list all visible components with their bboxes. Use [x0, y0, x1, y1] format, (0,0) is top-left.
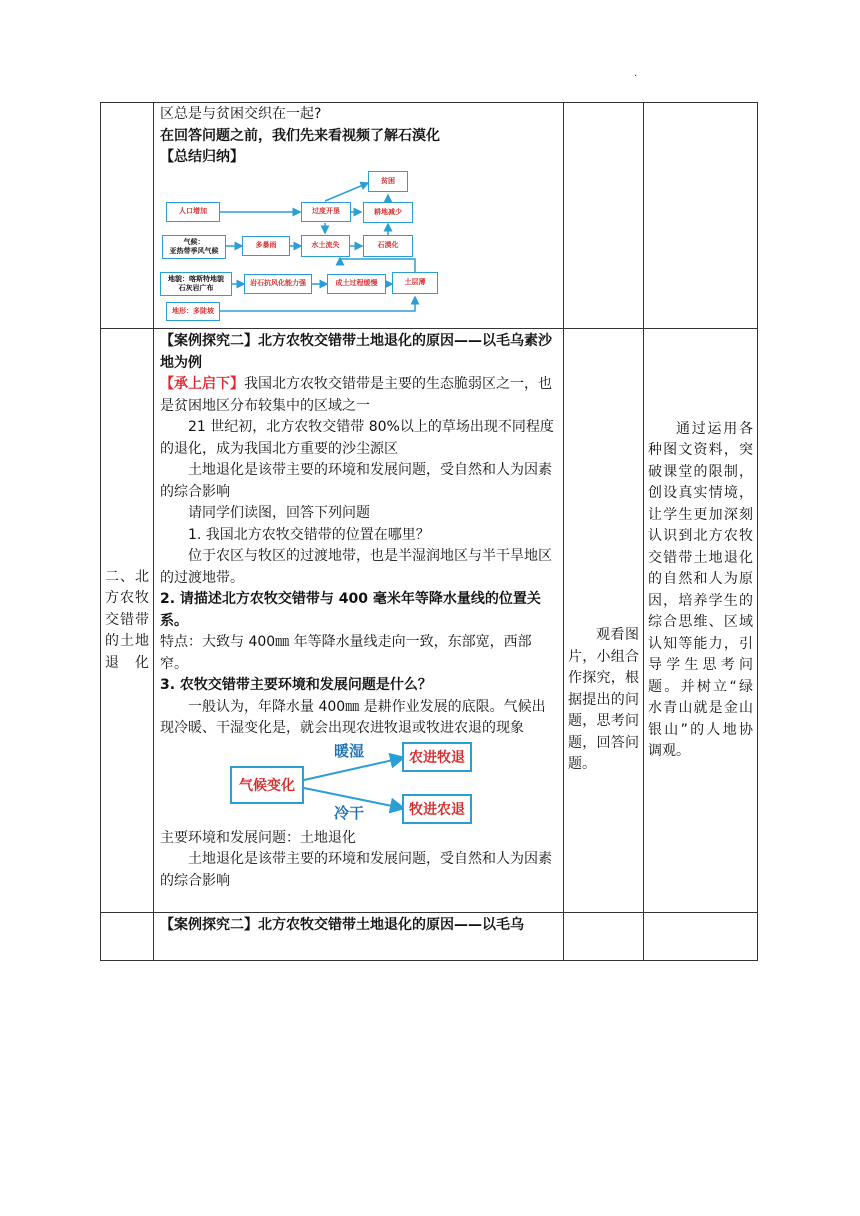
text-line: 区总是与贫困交织在一起?	[160, 106, 322, 122]
paragraph: 请同学们读图，回答下列问题	[188, 505, 370, 521]
transition-tag: 【承上启下】	[160, 376, 244, 392]
paragraph: 土地退化是该带主要的环境和发展问题，受自然和人为因素的综合影响	[160, 462, 552, 500]
farming-advance-box: 农进牧退	[402, 742, 472, 772]
rocky-desertification-flowchart	[160, 171, 560, 327]
answer-1: 位于农区与牧区的过渡地带，也是半湿润地区与半干旱地区的过渡地带。	[160, 548, 552, 586]
case-title: 【案例探究二】北方农牧交错带土地退化的原因——以毛乌素沙地为例	[160, 333, 552, 371]
text-line: 在回答问题之前，我们先来看视频了解石漠化	[160, 127, 440, 144]
node-soil-slow: 成土过程缓慢	[327, 274, 386, 294]
node-rocky-desert: 石漠化	[363, 235, 413, 257]
design-intent: 通过运用各种图文资料，突破课堂的限制，创设真实情境，让学生更加深刻认识到北方农牧交错带土地退化的自然和人为原因，培养学生的综合思维、区域认知等能力，引导学生思考问题。并树立“绿水青山就是金山银山”的人地协调观。	[648, 420, 753, 759]
section-label: 二、北方农牧交错带的土地退化	[105, 568, 149, 671]
question-2: 2. 请描述北方农牧交错带与 400 毫米年等降水量线的位置关系。	[160, 591, 541, 629]
cold-dry-label: 冷干	[334, 803, 365, 822]
answer-2: 特点：大致与 400㎜ 年等降水量线走向一致，东部宽，西部窄。	[160, 634, 532, 672]
warm-wet-label: 暖湿	[334, 741, 365, 760]
content-cell	[154, 103, 564, 329]
activity-cell	[564, 913, 644, 961]
table-row	[101, 103, 758, 329]
case-title: 【案例探究二】北方农牧交错带土地退化的原因——以毛乌	[160, 917, 524, 933]
intent-cell	[644, 103, 758, 329]
node-overcultivation: 过度开垦	[301, 202, 351, 222]
page-mark: .	[634, 68, 638, 79]
content-cell	[154, 329, 564, 913]
paragraph: 21 世纪初，北方农牧交错带 80%以上的草场出现不同程度的退化，成为我国北方重要的沙尘源区	[160, 419, 554, 457]
table-row	[101, 913, 758, 961]
intent-cell	[644, 913, 758, 961]
activity-cell	[564, 103, 644, 329]
student-activity: 观看图片，小组合作探究，根据提出的问题，思考问题，回答问题。	[568, 627, 639, 773]
transition-text: 我国北方农牧交错带是主要的生态脆弱区之一，也是贫困地区分布较集中的区域之一	[160, 376, 552, 414]
answer-3: 一般认为，年降水量 400㎜ 是耕作业发展的底限。气候出现冷暖、干湿变化是，就会出现农进牧退或牧进农退的现象	[160, 698, 546, 736]
node-land-decrease: 耕地减少	[363, 202, 413, 223]
paragraph: 土地退化是该带主要的环境和发展问题，受自然和人为因素的综合影响	[160, 851, 552, 889]
climate-source-box: 气候变化	[230, 766, 304, 804]
question-3: 3. 农牧交错带主要环境和发展问题是什么？	[160, 677, 432, 693]
section-cell	[101, 329, 154, 913]
node-rainstorm: 多暴雨	[242, 236, 290, 256]
activity-cell	[564, 329, 644, 913]
summary-heading: 【总结归纳】	[160, 149, 244, 165]
question-1: 1. 我国北方农牧交错带的位置在哪里？	[188, 526, 430, 543]
section-cell	[101, 103, 154, 329]
node-poverty: 贫困	[368, 171, 408, 192]
table-row	[101, 329, 758, 913]
main-problem: 主要环境和发展问题：土地退化	[160, 829, 356, 846]
node-population: 人口增加	[166, 202, 220, 222]
section-cell	[101, 913, 154, 961]
climate-change-diagram	[154, 740, 554, 828]
node-thin-soil: 土层薄	[392, 272, 438, 294]
content-cell	[154, 913, 564, 961]
node-climate: 气候： 亚热带季风气候	[162, 235, 226, 259]
node-rock-resist: 岩石抗风化能力强	[244, 274, 312, 294]
grazing-advance-box: 牧进农退	[402, 794, 472, 824]
node-erosion: 水土流失	[301, 235, 350, 257]
node-terrain: 地形：多陡坡	[166, 302, 220, 321]
lesson-table	[100, 102, 758, 961]
intent-cell	[644, 329, 758, 913]
node-geology: 地貌：喀斯特地貌 石灰岩广布	[160, 272, 232, 296]
